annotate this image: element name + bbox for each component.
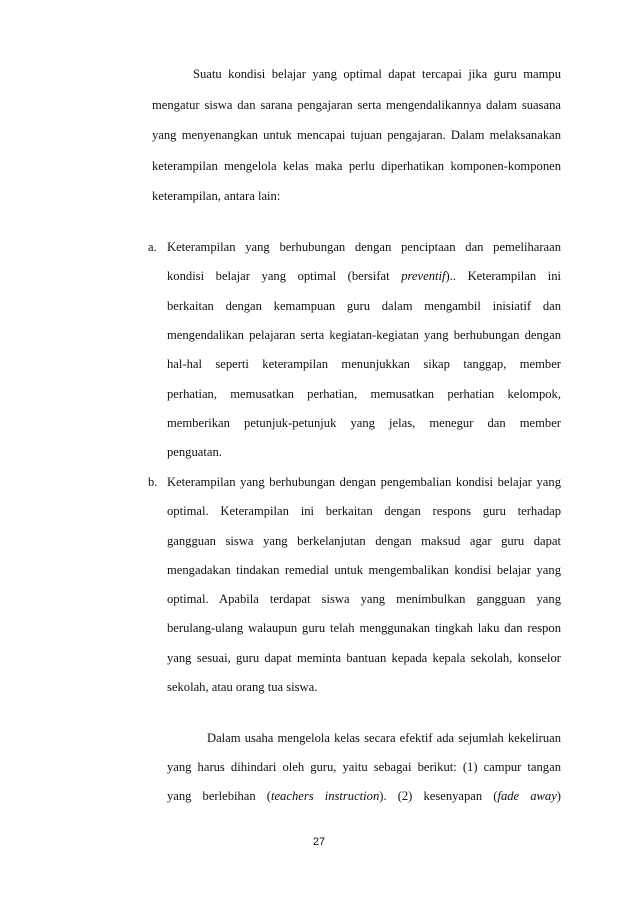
paragraph-line: keterampilan, antara lain: xyxy=(152,189,281,204)
list-item-line: memberikan petunjuk-petunjuk yang jelas, menegur dan member xyxy=(167,415,561,430)
paragraph-line: keterampilan mengelola kelas maka perlu diperhatikan komponen-komponen xyxy=(152,158,561,173)
paragraph-line: yang berlebihan (teachers instruction). (2) kesenyapan (fade away) xyxy=(167,789,561,803)
page-number: 27 xyxy=(312,836,326,848)
list-item-line: kondisi belajar yang optimal (bersifat preventif).. Keterampilan ini xyxy=(167,269,561,284)
list-item-line: yang sesuai, guru dapat meminta bantuan kepada kepala sekolah, konselor xyxy=(167,650,561,665)
list-item-line: perhatian, memusatkan perhatian, memusatkan perhatian kelompok, xyxy=(167,386,561,401)
list-item-line: mengendalikan pelajaran serta kegiatan-kegiatan yang berhubungan dengan xyxy=(167,327,561,342)
paragraph-line: Dalam usaha mengelola kelas secara efektif ada sejumlah kekeliruan xyxy=(207,731,561,745)
list-item-line: Keterampilan yang berhubungan dengan penciptaan dan pemeliharaan xyxy=(167,240,561,254)
list-item-line: optimal. Keterampilan ini berkaitan dengan respons guru terhadap xyxy=(167,504,561,519)
list-item-line: gangguan siswa yang berkelanjutan dengan maksud agar guru dapat xyxy=(167,533,561,548)
list-item-line: mengadakan tindakan remedial untuk mengembalikan kondisi belajar yang xyxy=(167,562,561,577)
list-item-line: berkaitan dengan kemampuan guru dalam mengambil inisiatif dan xyxy=(167,298,561,313)
list-marker: b. xyxy=(148,474,158,489)
paragraph-line: yang harus dihindari oleh guru, yaitu sebagai berikut: (1) campur tangan xyxy=(167,760,561,774)
list-item-line: hal-hal seperti keterampilan menunjukkan sikap tanggap, member xyxy=(167,357,561,372)
list-item-line: berulang-ulang walaupun guru telah menggunakan tingkah laku dan respon xyxy=(167,621,561,636)
paragraph-line: mengatur siswa dan sarana pengajaran serta mengendalikannya dalam suasana xyxy=(152,97,561,112)
list-item-line: Keterampilan yang berhubungan dengan pengembalian kondisi belajar yang xyxy=(167,474,561,489)
paragraph-line: yang menyenangkan untuk mencapai tujuan pengajaran. Dalam melaksanakan xyxy=(152,128,561,143)
list-marker: a. xyxy=(148,240,157,254)
paragraph-line: Suatu kondisi belajar yang optimal dapat tercapai jika guru mampu xyxy=(193,67,561,81)
list-item-line: penguatan. xyxy=(167,445,222,460)
list-item-line: optimal. Apabila terdapat siswa yang menimbulkan gangguan yang xyxy=(167,592,561,607)
list-item-line: sekolah, atau orang tua siswa. xyxy=(167,680,318,694)
